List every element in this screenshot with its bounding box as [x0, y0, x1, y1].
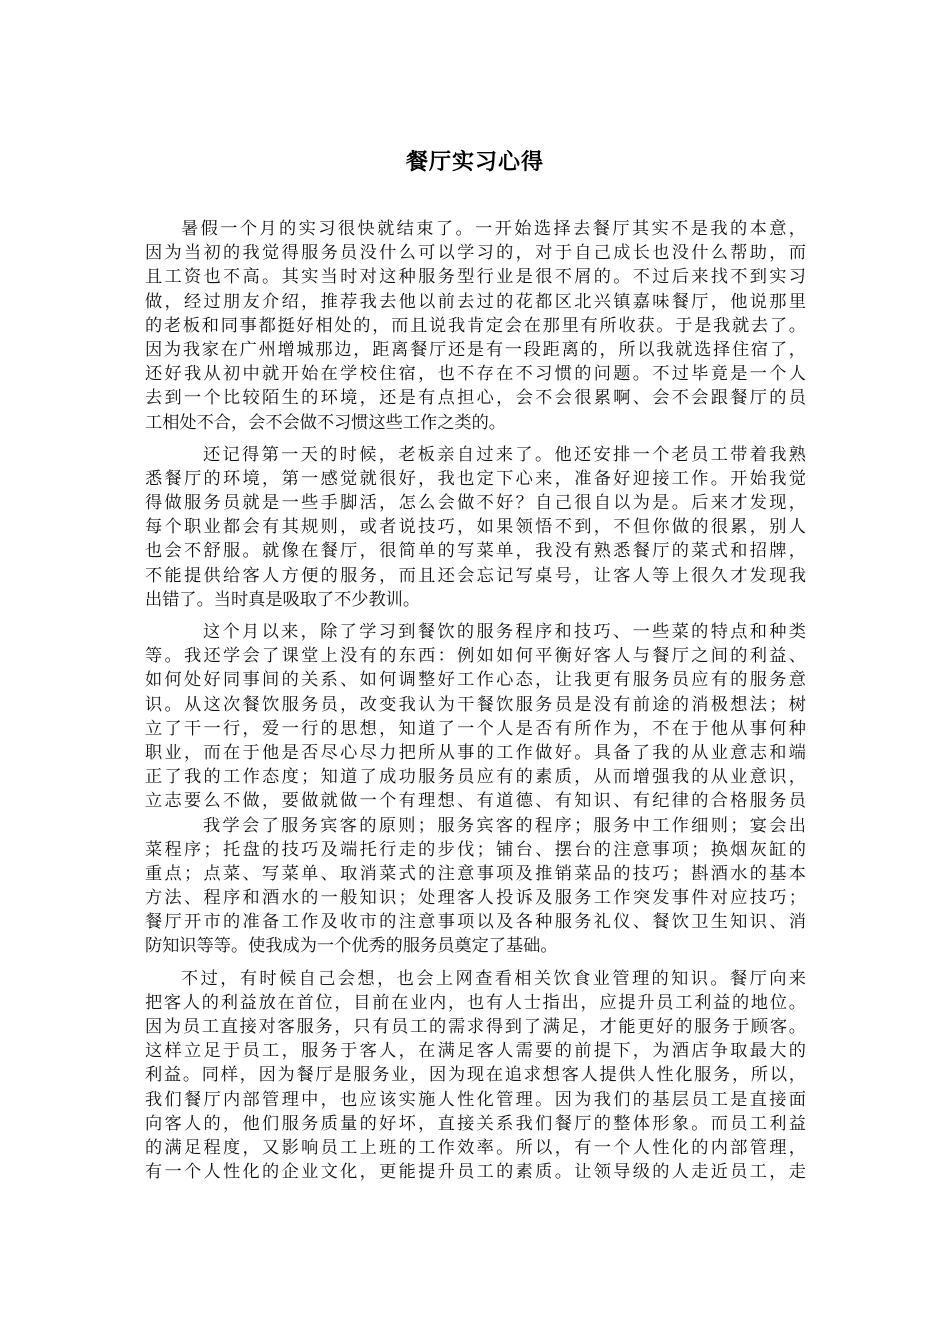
text-line: 不过，有时候自己会想，也会上网查看相关饮食业管理的知识。餐厅向来: [181, 968, 806, 989]
text-line: 暑假一个月的实习很快就结束了。一开始选择去餐厅其实不是我的本意，: [181, 219, 806, 239]
text-line: 向客人的，他们服务质量的好坏，直接关系我们餐厅的整体形象。而员工利益: [145, 1113, 806, 1134]
text-line: 利益。同样，因为餐厅是服务业，因为现在追求想客人提供人性化服务，所以，: [145, 1065, 806, 1086]
paragraph-2: [145, 443, 806, 612]
text-line: 每个职业都会有其规则，或者说技巧，如果领悟不到，不但你做的很累，别人: [145, 517, 806, 538]
text-line: 餐厅开市的准备工作及收市的注意事项以及各种服务礼仪、餐饮卫生知识、消: [145, 912, 806, 933]
text-line: 还好我从初中就开始在学校住宿，也不存在不习惯的问题。不过毕竟是一个人: [145, 364, 806, 385]
text-line: 做，经过朋友介绍，推荐我去他以前去过的花都区北兴镇嘉味餐厅，他说那里: [145, 291, 806, 312]
text-line: 得做服务员就是一些手脚活，怎么会做不好？自己很自以为是。后来才发现，: [145, 493, 806, 514]
text-line: 菜程序；托盘的技巧及端托行走的步伐；铺台、摆台的注意事项；换烟灰缸的: [145, 839, 806, 860]
text-line: 且工资也不高。其实当时对这种服务型行业是很不屑的。不过后来找不到实习: [145, 267, 806, 288]
text-line: 等。我还学会了课堂上没有的东西：例如如何平衡好客人与餐厅之间的利益、: [145, 646, 806, 667]
text-line: 我们餐厅内部管理中，也应该实施人性化管理。因为我们的基层员工是直接面: [145, 1089, 806, 1110]
text-line: 立志要么不做，要做就做一个有理想、有道德、有知识、有纪律的合格服务员: [145, 791, 806, 812]
text-line: 工相处不合，会不会做不习惯这些工作之类的。: [145, 412, 506, 433]
text-line: 因为我家在广州增城那边，距离餐厅还是有一段距离的，所以我就选择住宿了，: [145, 339, 806, 360]
document-body: [145, 217, 806, 1184]
text-line: 还记得第一天的时候，老板亲自过来了。他还安排一个老员工带着我熟: [203, 444, 806, 465]
text-line: 不能提供给客人方便的服务，而且还会忘记写桌号，让客人等上很久才发现我: [145, 565, 806, 586]
text-line: 也会不舒服。就像在餐厅，很简单的写菜单，我没有熟悉餐厅的菜式和招牌，: [145, 541, 806, 562]
text-line: 我学会了服务宾客的原则；服务宾客的程序；服务中工作细则；宴会出: [203, 815, 806, 836]
text-line: 把客人的利益放在首位，目前在业内，也有人士指出，应提升员工利益的地位。: [145, 992, 806, 1013]
text-line: 识。从这次餐饮服务员，改变我认为干餐饮服务员是没有前途的消极想法；树: [145, 694, 806, 715]
paragraph-3: [145, 620, 806, 814]
text-line: 重点；点菜、写菜单、取消菜式的注意事项及推销菜品的技巧；斟酒水的基本: [145, 863, 806, 884]
paragraph-1: [145, 217, 806, 435]
text-line: 去到一个比较陌生的环境，还是有点担心，会不会很累啊、会不会跟餐厅的员: [145, 388, 806, 409]
text-line: 的老板和同事都挺好相处的，而且说我肯定会在那里有所收获。于是我就去了。: [145, 315, 806, 336]
text-line: 因为当初的我觉得服务员没什么可以学习的，对于自己成长也没什么帮助，而: [145, 243, 806, 264]
document-title: 餐厅实习心得: [405, 150, 544, 175]
text-line: 如何处好同事间的关系、如何调整好工作心态，让我更有服务员应有的服务意: [145, 670, 806, 691]
text-line: 的满足程度，又影响员工上班的工作效率。所以，有一个人性化的内部管理，: [145, 1137, 806, 1158]
paragraph-4: [145, 814, 806, 959]
text-line: 正了我的工作态度；知道了成功服务员应有的素质，从而增强我的从业意识，: [145, 767, 806, 788]
text-line: 方法、程序和酒水的一般知识；处理客人投诉及服务工作突发事件对应技巧；: [145, 888, 806, 909]
text-line: 悉餐厅的环境，第一感觉就很好，我也定下心来，准备好迎接工作。开始我觉: [145, 468, 806, 489]
text-line: 出错了。当时真是吸取了不少教训。: [145, 589, 421, 610]
text-line: 立了干一行，爱一行的思想，知道了一个人是否有所作为，不在于他从事何种: [145, 718, 806, 739]
text-line: 职业，而在于他是否尽心尽力把所从事的工作做好。具备了我的从业意志和端: [145, 742, 806, 763]
paragraph-5: [145, 967, 806, 1185]
text-line: 防知识等等。使我成为一个优秀的服务员奠定了基础。: [145, 936, 558, 957]
text-line: 这个月以来，除了学习到餐饮的服务程序和技巧、一些菜的特点和种类: [203, 622, 806, 642]
text-line: 因为员工直接对客服务，只有员工的需求得到了满足，才能更好的服务于顾客。: [145, 1017, 806, 1037]
text-line: 有一个人性化的企业文化，更能提升员工的素质。让领导级的人走近员工，走: [145, 1162, 806, 1183]
text-line: 这样立足于员工，服务于客人，在满足客人需要的前提下，为酒店争取最大的: [145, 1041, 806, 1062]
